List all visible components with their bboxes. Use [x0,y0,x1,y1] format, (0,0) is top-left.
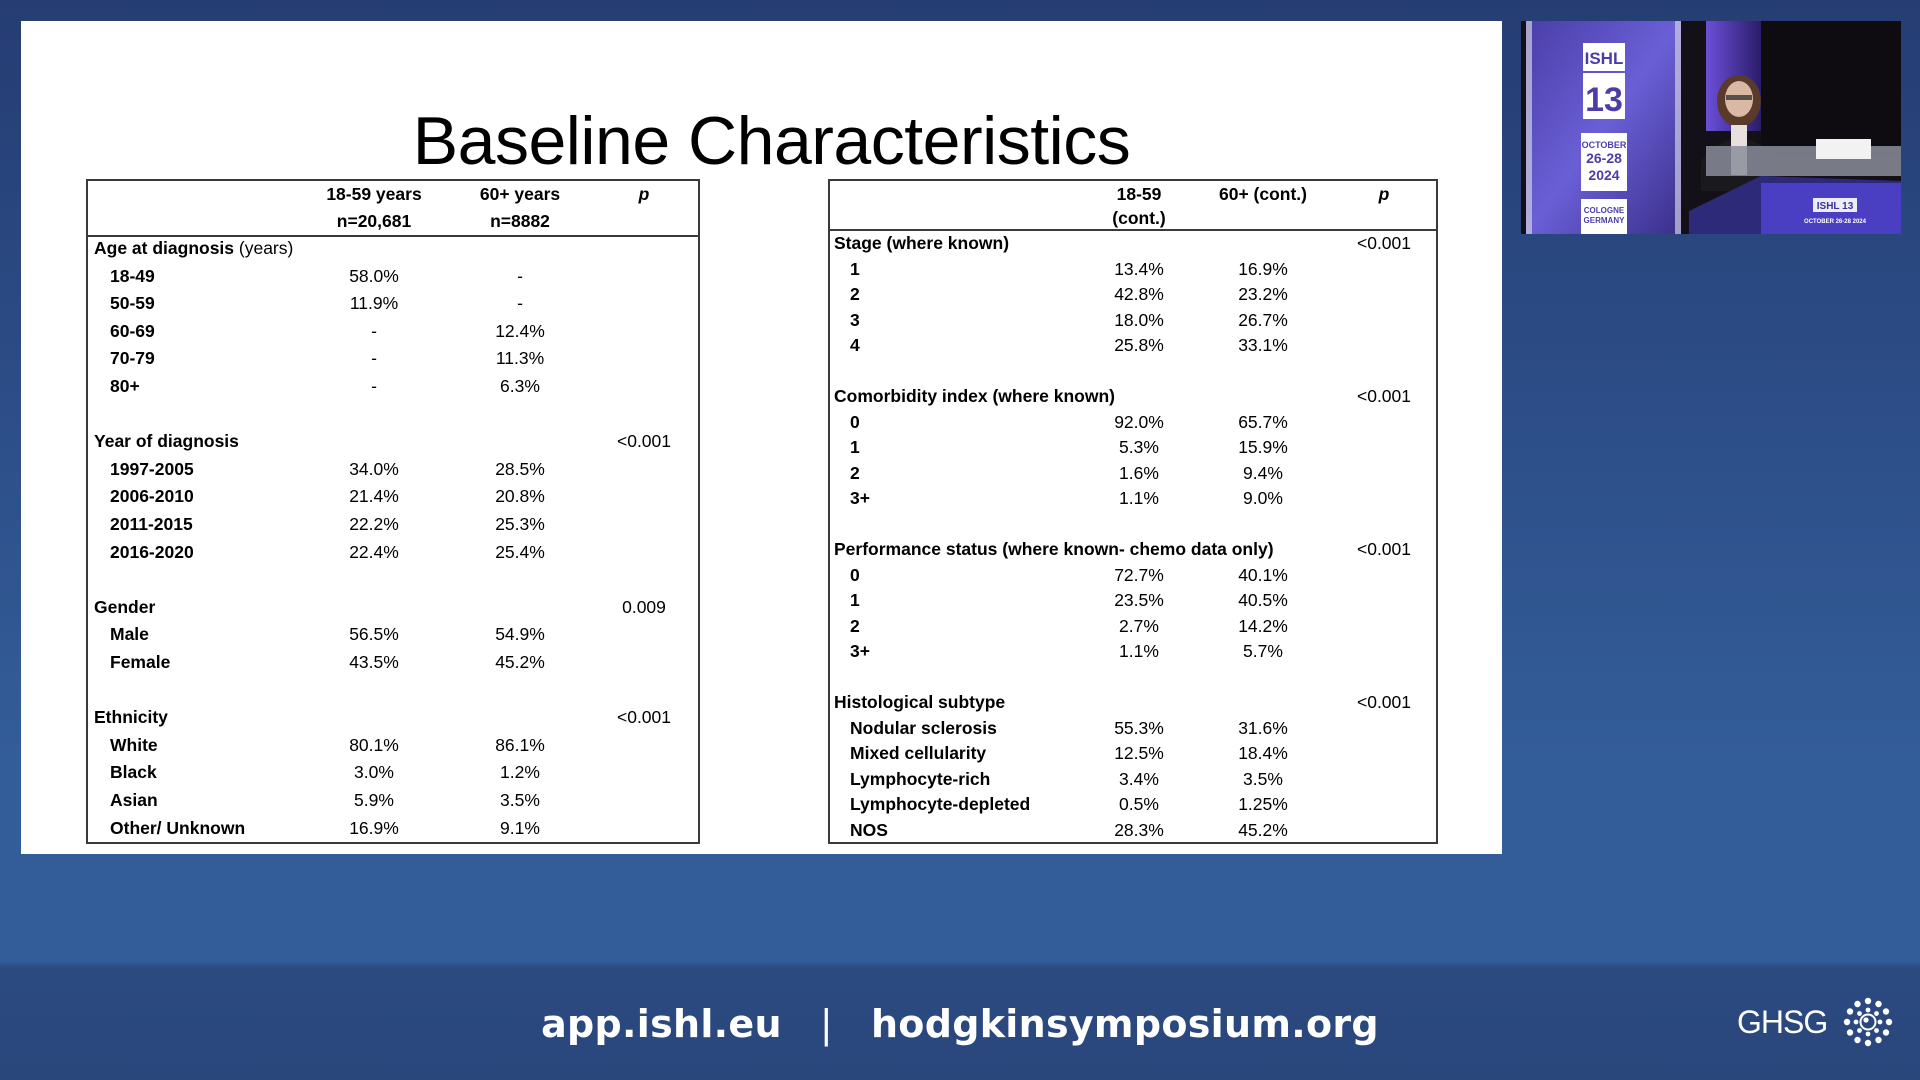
section-title-text: Comorbidity index (where known) [834,386,1115,406]
svg-text:2024: 2024 [1588,167,1620,183]
row-label: 2006-2010 [110,486,194,507]
value-col2: 54.9% [495,624,545,645]
p-value: <0.001 [1356,233,1412,253]
header-col2-line1: 60+ years [479,184,561,204]
section-title-text: Year of diagnosis [94,431,239,452]
value-col1: 11.9% [349,293,399,314]
value-col1: 2.7% [1119,615,1159,636]
section-title-text: Histological subtype [834,692,1006,712]
section-title-text: Ethnicity [94,707,168,728]
value-col1: 13.4% [1114,258,1164,279]
value-col2: 65.7% [1238,411,1288,432]
value-col2: 12.4% [495,320,545,341]
value-col1: - [371,320,377,341]
svg-text:GERMANY: GERMANY [1583,216,1625,225]
row-label: 3+ [850,488,870,508]
row-label: 18-49 [110,265,155,286]
header-col2-line2: n=8882 [490,211,550,231]
header-col1-line1: 18-59 years [326,184,422,204]
section-title-text: Gender [94,596,156,617]
row-label: White [110,734,158,755]
value-col2: - [517,265,523,286]
value-col1: - [371,376,377,396]
value-col1: 3.4% [1119,768,1159,789]
value-col2: 15.9% [1238,437,1288,457]
value-col2: 11.3% [495,348,545,369]
value-col2: 6.3% [500,376,540,396]
row-label: 4 [850,335,860,355]
value-col2: 1.2% [500,762,540,783]
footer-link-website[interactable]: hodgkinsymposium.org [870,1002,1379,1046]
value-col1: 18.0% [1114,309,1164,330]
value-col2: 16.9% [1238,258,1288,279]
p-value: <0.001 [616,431,672,452]
value-col1: 16.9% [349,817,399,838]
value-col2: 23.2% [1238,284,1288,304]
row-label: 2 [850,462,860,483]
value-col2: 33.1% [1238,335,1288,355]
row-label: 0 [850,564,860,585]
row-label: 2016-2020 [110,541,194,562]
left-table [86,179,700,844]
value-col1: 56.5% [349,624,399,645]
value-col1: 72.7% [1114,564,1164,585]
row-label: 50-59 [110,293,155,314]
value-col2: 45.2% [495,652,545,672]
value-col1: 23.5% [1114,590,1164,610]
section-title-text: Age at diagnosis [94,238,235,258]
value-col2: 28.5% [495,458,545,479]
value-col2: 40.5% [1238,590,1288,610]
slide-title: Baseline Characteristics [412,103,1131,179]
value-col2: 1.25% [1238,794,1288,814]
section-title [94,237,293,259]
value-col1: 1.6% [1119,462,1159,483]
value-col2: 3.5% [1243,768,1283,789]
header-col1-line2: (cont.) [1112,208,1166,228]
value-col1: 42.8% [1114,284,1164,304]
p-value: <0.001 [1356,692,1412,712]
section-title [834,232,1009,254]
header-col1-line1: 18-59 [1116,184,1162,204]
section-title [834,538,1274,560]
value-col1: 92.0% [1114,411,1164,432]
section-title [834,691,1005,713]
row-label: Other/ Unknown [110,817,246,838]
header-col2-line1: 60+ (cont.) [1218,184,1308,204]
row-label: 1 [850,258,860,279]
value-col2: 9.0% [1243,488,1283,508]
footer-links [0,1002,1920,1046]
value-col1: 3.0% [354,762,394,783]
section-title [94,430,239,452]
p-value: 0.009 [622,596,666,617]
section-title [94,596,155,618]
row-label: Nodular sclerosis [850,717,997,738]
section-title [94,706,168,728]
p-value: <0.001 [616,707,672,728]
section-title-text: Stage (where known) [834,233,1010,253]
p-value: <0.001 [1356,386,1412,406]
value-col2: 25.3% [495,514,545,534]
value-col2: 45.2% [1238,819,1288,840]
row-label: Lymphocyte-rich [850,768,991,789]
row-label: 0 [850,411,860,432]
right-table [828,179,1438,844]
value-col2: 86.1% [495,734,545,755]
value-col2: 9.4% [1243,462,1283,483]
value-col2: 20.8% [495,486,545,507]
value-col2: 25.4% [495,541,545,562]
value-col1: 1.1% [1119,641,1159,661]
section-title [834,385,1115,407]
value-col2: 31.6% [1238,717,1288,738]
row-label: 1 [850,590,860,610]
value-col1: - [371,348,377,369]
value-col1: 80.1% [349,734,399,755]
value-col1: 43.5% [349,652,399,672]
value-col1: 25.8% [1114,335,1164,355]
value-col2: 5.7% [1243,641,1283,661]
svg-text:26-28: 26-28 [1586,150,1622,166]
header-divider [830,229,1436,231]
row-label: Asian [110,790,158,810]
speaker-video-feed [1521,21,1901,234]
value-col1: 58.0% [349,265,399,286]
row-label: 80+ [110,376,140,396]
value-col2: - [517,293,523,314]
value-col2: 14.2% [1238,615,1288,636]
value-col1: 34.0% [349,458,399,479]
value-col1: 5.3% [1119,437,1159,457]
svg-text:OCTOBER: OCTOBER [1581,140,1627,150]
slide [21,21,1502,854]
value-col1: 22.4% [349,541,399,562]
value-col1: 21.4% [349,486,399,507]
row-label: 2011-2015 [110,514,193,534]
svg-text:COLOGNE: COLOGNE [1583,206,1625,215]
svg-text:ISHL 13: ISHL 13 [1816,201,1854,212]
value-col2: 26.7% [1238,309,1288,330]
value-col1: 12.5% [1114,743,1164,763]
row-label: Male [110,624,149,645]
row-label: 3 [850,309,860,330]
row-label: 2 [850,284,860,304]
row-label: Female [110,652,171,672]
value-col1: 1.1% [1119,488,1159,508]
ghsg-logo-text: GHSG [1737,1004,1828,1040]
value-col2: 9.1% [500,817,540,838]
svg-text:ISHL: ISHL [1584,49,1624,68]
row-label: NOS [850,819,888,840]
ghsg-logo-icon [1843,997,1893,1047]
value-col1: 22.2% [349,514,399,534]
row-label: 60-69 [110,320,155,341]
row-label: Mixed cellularity [850,743,987,763]
value-col1: 5.9% [354,790,394,810]
header-p: p [1378,184,1390,204]
row-label: 3+ [850,641,870,661]
svg-text:OCTOBER 26-28 2024: OCTOBER 26-28 2024 [1804,219,1866,225]
section-title-text: Performance status (where known- chemo data only) [834,539,1274,559]
p-value: <0.001 [1356,539,1412,559]
row-label: 1 [850,437,860,457]
value-col2: 3.5% [500,790,540,810]
row-label: 2 [850,615,860,636]
value-col1: 55.3% [1114,717,1164,738]
section-title-suffix: (years) [234,238,294,258]
row-label: Black [110,762,157,783]
value-col1: 28.3% [1114,819,1164,840]
header-p: p [638,184,650,204]
svg-text:13: 13 [1585,81,1623,119]
row-label: 1997-2005 [110,458,194,479]
value-col2: 18.4% [1238,743,1288,763]
value-col1: 0.5% [1119,794,1159,814]
footer-separator: | [819,1002,833,1046]
header-col1-line2: n=20,681 [336,211,412,231]
value-col2: 40.1% [1238,564,1288,585]
row-label: Lymphocyte-depleted [850,794,1031,814]
row-label: 70-79 [110,348,155,369]
speaker-video-image [1521,21,1901,234]
footer-link-app[interactable]: app.ishl.eu [541,1002,782,1046]
